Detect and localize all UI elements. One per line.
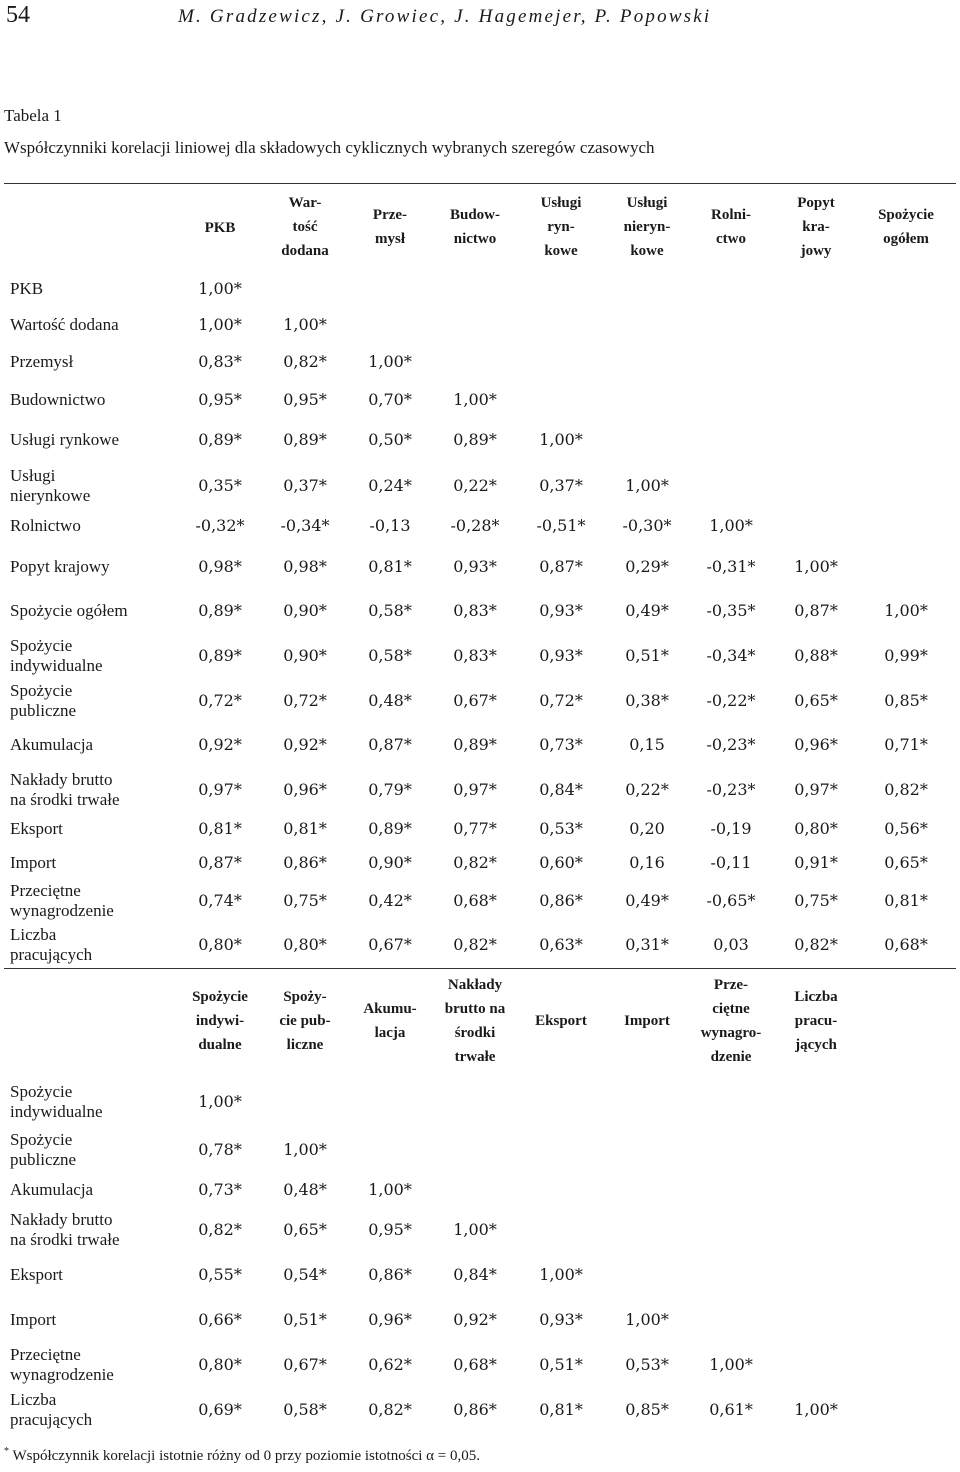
- part2-table-cell: 0,80*: [198, 1355, 242, 1374]
- part1-table-cell: 0,70*: [368, 390, 412, 409]
- column-header-line: Spożycie: [878, 207, 934, 223]
- part1-table-cell: 0,49*: [625, 601, 669, 620]
- column-header-line: ciętne: [712, 1001, 750, 1017]
- part1-row-label: [10, 925, 92, 965]
- table-footnote: [4, 1446, 480, 1465]
- part2-row-label: [10, 1082, 103, 1122]
- column-header-line: Spoży-: [283, 989, 327, 1005]
- part1-table-cell: 0,99*: [884, 646, 928, 665]
- part1-table-cell: 0,65*: [884, 853, 928, 872]
- part2-row-label: [10, 1345, 114, 1385]
- part1-table-cell: 0,87*: [198, 853, 242, 872]
- part2-table-cell: 0,96*: [368, 1310, 412, 1329]
- part1-row-label: [10, 557, 110, 577]
- column-header-line: ryn-: [547, 219, 575, 235]
- row-label-line: publiczne: [10, 1150, 77, 1169]
- part1-table-cell: 0,68*: [453, 891, 497, 910]
- row-label-line: Import: [10, 853, 57, 872]
- part1-table-cell: -0,30*: [622, 516, 672, 535]
- part2-table-cell: 0,86*: [368, 1265, 412, 1284]
- part2-table-cell: 0,55*: [198, 1265, 242, 1284]
- part1-table-cell: 0,24*: [368, 476, 412, 495]
- row-label-line: Spożycie: [10, 681, 73, 700]
- part1-table-cell: 1,00*: [453, 390, 497, 409]
- part1-table-cell: 0,29*: [625, 557, 669, 576]
- part1-table-cell: 0,51*: [625, 646, 669, 665]
- part1-table-cell: 0,87*: [794, 601, 838, 620]
- part1-table-cell: 0,93*: [539, 601, 583, 620]
- part2-table-cell: 0,54*: [283, 1265, 327, 1284]
- part2-table-cell: 0,82*: [368, 1400, 412, 1419]
- table-top-rule: [4, 183, 956, 184]
- part1-table-cell: 0,49*: [625, 891, 669, 910]
- column-header-line: Rolni-: [710, 207, 751, 223]
- row-label-line: Nakłady brutto: [10, 1210, 113, 1229]
- part1-table-cell: 0,56*: [884, 819, 928, 838]
- column-header-line: ctwo: [716, 231, 746, 247]
- part1-table-cell: 0,37*: [283, 476, 327, 495]
- column-header-line: lacja: [374, 1025, 406, 1041]
- part1-table-cell: -0,51*: [536, 516, 586, 535]
- column-header-line: środki: [454, 1025, 496, 1041]
- part1-row-label: [10, 881, 114, 921]
- row-label-line: Usługi: [10, 466, 56, 485]
- part1-row-label: [10, 516, 81, 536]
- part1-table-cell: 0,84*: [539, 780, 583, 799]
- part2-table-cell: 0,65*: [283, 1220, 327, 1239]
- column-header-line: dodana: [281, 243, 329, 259]
- row-label-line: Liczba: [10, 1390, 57, 1409]
- column-header-line: Prze-: [713, 977, 749, 993]
- part1-table-cell: 0,81*: [283, 819, 327, 838]
- row-label-line: indywidualne: [10, 1102, 103, 1121]
- part1-table-cell: 0,91*: [794, 853, 838, 872]
- row-label-line: Eksport: [10, 1265, 63, 1284]
- part1-table-cell: -0,23*: [706, 780, 756, 799]
- part1-table-cell: 0,53*: [539, 819, 583, 838]
- part2-table-cell: 1,00*: [539, 1265, 583, 1284]
- part1-table-cell: 0,97*: [794, 780, 838, 799]
- column-header-line: tość: [292, 219, 318, 235]
- part2-table-cell: 0,58*: [283, 1400, 327, 1419]
- part1-row-label: [10, 681, 76, 721]
- part1-table-cell: 0,15: [629, 735, 665, 754]
- part1-table-cell: 0,03: [713, 935, 749, 954]
- part2-table-cell: 0,51*: [539, 1355, 583, 1374]
- part1-row-label: [10, 853, 56, 873]
- part1-table-cell: 0,22*: [625, 780, 669, 799]
- part1-table-cell: -0,23*: [706, 735, 756, 754]
- row-label-line: pracujących: [10, 1410, 93, 1429]
- column-header-line: Eksport: [535, 1013, 587, 1029]
- column-header-line: Budow-: [449, 207, 501, 223]
- column-header-line: jowy: [800, 243, 832, 259]
- part1-table-cell: 0,72*: [539, 691, 583, 710]
- column-header-line: cie pub-: [279, 1013, 331, 1029]
- row-label-line: Budownictwo: [10, 390, 106, 409]
- part1-row-label: [10, 390, 105, 410]
- part1-table-cell: 1,00*: [709, 516, 753, 535]
- part1-table-cell: 0,48*: [368, 691, 412, 710]
- row-label-line: Przeciętne: [10, 881, 81, 900]
- part2-row-label: [10, 1390, 92, 1430]
- part1-table-cell: 0,68*: [884, 935, 928, 954]
- part2-table-cell: 1,00*: [198, 1092, 242, 1111]
- part1-table-cell: 0,88*: [794, 646, 838, 665]
- part2-table-cell: 1,00*: [709, 1355, 753, 1374]
- part1-table-cell: 0,60*: [539, 853, 583, 872]
- row-label-line: Akumulacja: [10, 735, 94, 754]
- part1-table-cell: -0,22*: [706, 691, 756, 710]
- part1-row-label: [10, 636, 103, 676]
- footnote-text: Współczynnik korelacji istotnie różny od 0 przy poziomie istotności α = 0,05.: [12, 1448, 480, 1464]
- part2-table-cell: 0,84*: [453, 1265, 497, 1284]
- page-number: 54: [6, 2, 30, 28]
- part2-table-cell: 0,93*: [539, 1310, 583, 1329]
- part1-table-cell: -0,34*: [280, 516, 330, 535]
- part1-table-cell: 0,89*: [198, 601, 242, 620]
- part1-table-cell: 0,93*: [539, 646, 583, 665]
- part1-table-cell: -0,31*: [706, 557, 756, 576]
- part2-row-label: [10, 1310, 56, 1330]
- part1-table-cell: 0,90*: [368, 853, 412, 872]
- part1-table-cell: 0,80*: [283, 935, 327, 954]
- row-label-line: Nakłady brutto: [10, 770, 113, 789]
- row-label-line: Usługi rynkowe: [10, 430, 120, 449]
- page-header: [4, 0, 954, 34]
- part1-table-cell: -0,65*: [706, 891, 756, 910]
- part1-table-cell: 0,77*: [453, 819, 497, 838]
- part2-table-cell: 0,66*: [198, 1310, 242, 1329]
- part1-table-cell: 0,89*: [198, 646, 242, 665]
- part1-table-cell: 0,83*: [198, 352, 242, 371]
- part1-table-cell: 0,81*: [368, 557, 412, 576]
- column-header-line: kra-: [802, 219, 830, 235]
- row-label-line: Eksport: [10, 819, 63, 838]
- part1-table-cell: 0,96*: [794, 735, 838, 754]
- row-label-line: na środki trwałe: [10, 1230, 120, 1249]
- part1-table-cell: 0,16: [629, 853, 665, 872]
- part1-row-label: [10, 315, 119, 335]
- column-header-line: ogółem: [883, 231, 929, 247]
- part1-table-cell: 0,72*: [283, 691, 327, 710]
- row-label-line: indywidualne: [10, 656, 103, 675]
- part1-table-cell: -0,28*: [450, 516, 500, 535]
- running-head-authors: M. Gradzewicz, J. Growiec, J. Hagemejer, P. Popowski: [178, 6, 712, 27]
- table-caption: Współczynniki korelacji liniowej dla składowych cyklicznych wybranych szeregów czasowych: [4, 138, 655, 157]
- part2-table-cell: 0,92*: [453, 1310, 497, 1329]
- part1-table-cell: 0,98*: [283, 557, 327, 576]
- part1-table-cell: 1,00*: [539, 430, 583, 449]
- part1-table-cell: 0,82*: [794, 935, 838, 954]
- part1-table-cell: 0,82*: [453, 935, 497, 954]
- part1-table-cell: 0,79*: [368, 780, 412, 799]
- row-label-line: Spożycie: [10, 1130, 73, 1149]
- footnote-marker: *: [4, 1446, 9, 1457]
- row-label-line: wynagrodzenie: [10, 1365, 114, 1384]
- part1-row-label: [10, 466, 90, 506]
- row-label-line: Akumulacja: [10, 1180, 94, 1199]
- column-header-line: brutto na: [444, 1001, 506, 1017]
- part2-table-cell: 0,61*: [709, 1400, 753, 1419]
- part1-table-cell: 0,89*: [453, 430, 497, 449]
- part2-table-cell: 1,00*: [794, 1400, 838, 1419]
- part1-table-cell: 0,89*: [368, 819, 412, 838]
- part1-table-cell: 0,71*: [884, 735, 928, 754]
- part1-row-label: [10, 352, 73, 372]
- part1-column-header: [851, 203, 960, 251]
- part1-table-cell: -0,32*: [195, 516, 245, 535]
- part2-table-cell: 0,81*: [539, 1400, 583, 1419]
- part1-table-cell: 0,22*: [453, 476, 497, 495]
- part1-row-label: [10, 601, 128, 621]
- part1-table-cell: 0,92*: [198, 735, 242, 754]
- part1-table-cell: 0,82*: [453, 853, 497, 872]
- part2-table-cell: 1,00*: [368, 1180, 412, 1199]
- row-label-line: Rolnictwo: [10, 516, 81, 535]
- column-header-line: trwałe: [454, 1049, 496, 1065]
- part2-table-cell: 0,62*: [368, 1355, 412, 1374]
- part1-table-cell: 0,65*: [794, 691, 838, 710]
- part1-table-cell: 1,00*: [884, 601, 928, 620]
- part1-row-label: [10, 279, 43, 299]
- column-header-line: liczne: [286, 1037, 324, 1053]
- part1-table-cell: 0,80*: [794, 819, 838, 838]
- part1-table-cell: 1,00*: [283, 315, 327, 334]
- column-header-line: dzenie: [710, 1049, 752, 1065]
- part1-table-cell: 0,90*: [283, 646, 327, 665]
- part1-table-cell: 0,35*: [198, 476, 242, 495]
- part1-table-cell: 0,73*: [539, 735, 583, 754]
- column-header-line: PKB: [204, 220, 236, 236]
- part1-table-cell: 0,83*: [453, 646, 497, 665]
- part1-table-cell: 0,85*: [884, 691, 928, 710]
- part1-table-cell: -0,34*: [706, 646, 756, 665]
- part2-row-label: [10, 1265, 63, 1285]
- column-header-line: nictwo: [453, 231, 497, 247]
- part1-table-cell: -0,13: [369, 516, 411, 535]
- row-label-line: Przeciętne: [10, 1345, 81, 1364]
- row-label-line: Spożycie ogółem: [10, 601, 128, 620]
- part1-table-cell: 0,72*: [198, 691, 242, 710]
- table-section-rule: [4, 968, 956, 969]
- row-label-line: Przemysł: [10, 352, 74, 371]
- table-label: Tabela 1: [4, 106, 62, 125]
- row-label-line: Wartość dodana: [10, 315, 119, 334]
- part1-table-cell: 1,00*: [368, 352, 412, 371]
- part1-table-cell: 0,87*: [539, 557, 583, 576]
- part2-table-cell: 1,00*: [453, 1220, 497, 1239]
- part1-table-cell: 0,95*: [283, 390, 327, 409]
- part2-table-cell: 0,86*: [453, 1400, 497, 1419]
- column-header-line: Prze-: [372, 207, 408, 223]
- part1-table-cell: 0,74*: [198, 891, 242, 910]
- part1-table-cell: 0,42*: [368, 891, 412, 910]
- part2-table-cell: 1,00*: [283, 1140, 327, 1159]
- row-label-line: Spożycie: [10, 1082, 73, 1101]
- part2-table-cell: 0,73*: [198, 1180, 242, 1199]
- part1-row-label: [10, 430, 119, 450]
- part1-table-cell: 0,75*: [794, 891, 838, 910]
- part1-table-cell: 0,67*: [368, 935, 412, 954]
- row-label-line: Import: [10, 1310, 57, 1329]
- part1-table-cell: 0,80*: [198, 935, 242, 954]
- row-label-line: Spożycie: [10, 636, 73, 655]
- part1-table-cell: 1,00*: [625, 476, 669, 495]
- column-header-line: Popyt: [797, 195, 835, 211]
- part2-table-cell: 1,00*: [625, 1310, 669, 1329]
- row-label-line: Popyt krajowy: [10, 557, 110, 576]
- part1-table-cell: 0,63*: [539, 935, 583, 954]
- row-label-line: nierynkowe: [10, 486, 91, 505]
- part1-table-cell: 0,75*: [283, 891, 327, 910]
- column-header-line: dualne: [198, 1037, 242, 1053]
- part1-table-cell: 0,83*: [453, 601, 497, 620]
- part1-row-label: [10, 770, 120, 810]
- part1-table-cell: -0,19: [710, 819, 752, 838]
- part1-table-cell: 0,89*: [198, 430, 242, 449]
- part1-table-cell: 0,96*: [283, 780, 327, 799]
- part1-table-cell: 0,97*: [198, 780, 242, 799]
- part1-table-cell: 0,98*: [198, 557, 242, 576]
- part1-table-cell: 0,82*: [884, 780, 928, 799]
- part1-row-label: [10, 735, 93, 755]
- part2-table-cell: 0,67*: [283, 1355, 327, 1374]
- part1-row-label: [10, 819, 63, 839]
- row-label-line: pracujących: [10, 945, 93, 964]
- column-header-line: Import: [624, 1013, 670, 1029]
- column-header-line: jących: [795, 1037, 837, 1053]
- part1-table-cell: -0,11: [710, 853, 752, 872]
- row-label-line: PKB: [10, 279, 44, 298]
- part1-table-cell: -0,35*: [706, 601, 756, 620]
- part1-table-cell: 0,81*: [884, 891, 928, 910]
- column-header-line: indywi-: [195, 1013, 245, 1029]
- column-header-line: Nakłady: [447, 977, 503, 993]
- part2-table-cell: 0,82*: [198, 1220, 242, 1239]
- part1-table-cell: 0,97*: [453, 780, 497, 799]
- part1-table-cell: 1,00*: [198, 279, 242, 298]
- row-label-line: publiczne: [10, 701, 77, 720]
- part1-table-cell: 0,38*: [625, 691, 669, 710]
- part2-table-cell: 0,85*: [625, 1400, 669, 1419]
- part1-table-cell: 0,89*: [453, 735, 497, 754]
- column-header-line: kowe: [630, 243, 664, 259]
- part2-row-label: [10, 1210, 120, 1250]
- row-label-line: wynagrodzenie: [10, 901, 114, 920]
- part1-table-cell: 0,58*: [368, 646, 412, 665]
- part1-table-cell: 1,00*: [794, 557, 838, 576]
- part1-table-cell: 0,95*: [198, 390, 242, 409]
- row-label-line: Liczba: [10, 925, 57, 944]
- part1-table-cell: 0,20: [629, 819, 665, 838]
- column-header-line: Liczba: [794, 989, 838, 1005]
- column-header-line: pracu-: [794, 1013, 838, 1029]
- column-header-line: Usługi: [540, 195, 582, 211]
- column-header-line: wynagro-: [700, 1025, 762, 1041]
- part2-table-cell: 0,78*: [198, 1140, 242, 1159]
- part2-table-cell: 0,69*: [198, 1400, 242, 1419]
- part1-table-cell: 0,37*: [539, 476, 583, 495]
- part2-table-cell: 0,48*: [283, 1180, 327, 1199]
- column-header-line: nieryn-: [623, 219, 671, 235]
- column-header-line: Spożycie: [192, 989, 248, 1005]
- column-header-line: Usługi: [626, 195, 668, 211]
- part1-table-cell: 0,89*: [283, 430, 327, 449]
- part1-table-cell: 0,86*: [539, 891, 583, 910]
- part2-table-cell: 0,51*: [283, 1310, 327, 1329]
- part2-table-cell: 0,95*: [368, 1220, 412, 1239]
- part1-table-cell: 0,50*: [368, 430, 412, 449]
- column-header-line: Akumu-: [363, 1001, 417, 1017]
- column-header-line: mysł: [375, 231, 405, 247]
- part1-table-cell: 0,31*: [625, 935, 669, 954]
- part1-table-cell: 0,87*: [368, 735, 412, 754]
- part1-table-cell: 0,82*: [283, 352, 327, 371]
- part1-table-cell: 0,90*: [283, 601, 327, 620]
- part1-table-cell: 0,67*: [453, 691, 497, 710]
- part2-row-label: [10, 1130, 76, 1170]
- part1-table-cell: 0,92*: [283, 735, 327, 754]
- column-header-line: kowe: [544, 243, 578, 259]
- part2-table-cell: 0,53*: [625, 1355, 669, 1374]
- part1-table-cell: 1,00*: [198, 315, 242, 334]
- part1-table-cell: 0,93*: [453, 557, 497, 576]
- column-header-line: War-: [288, 195, 322, 211]
- part2-column-header: [761, 985, 871, 1057]
- row-label-line: na środki trwałe: [10, 790, 120, 809]
- part1-table-cell: 0,86*: [283, 853, 327, 872]
- part2-row-label: [10, 1180, 93, 1200]
- part2-table-cell: 0,68*: [453, 1355, 497, 1374]
- part1-table-cell: 0,58*: [368, 601, 412, 620]
- part1-table-cell: 0,81*: [198, 819, 242, 838]
